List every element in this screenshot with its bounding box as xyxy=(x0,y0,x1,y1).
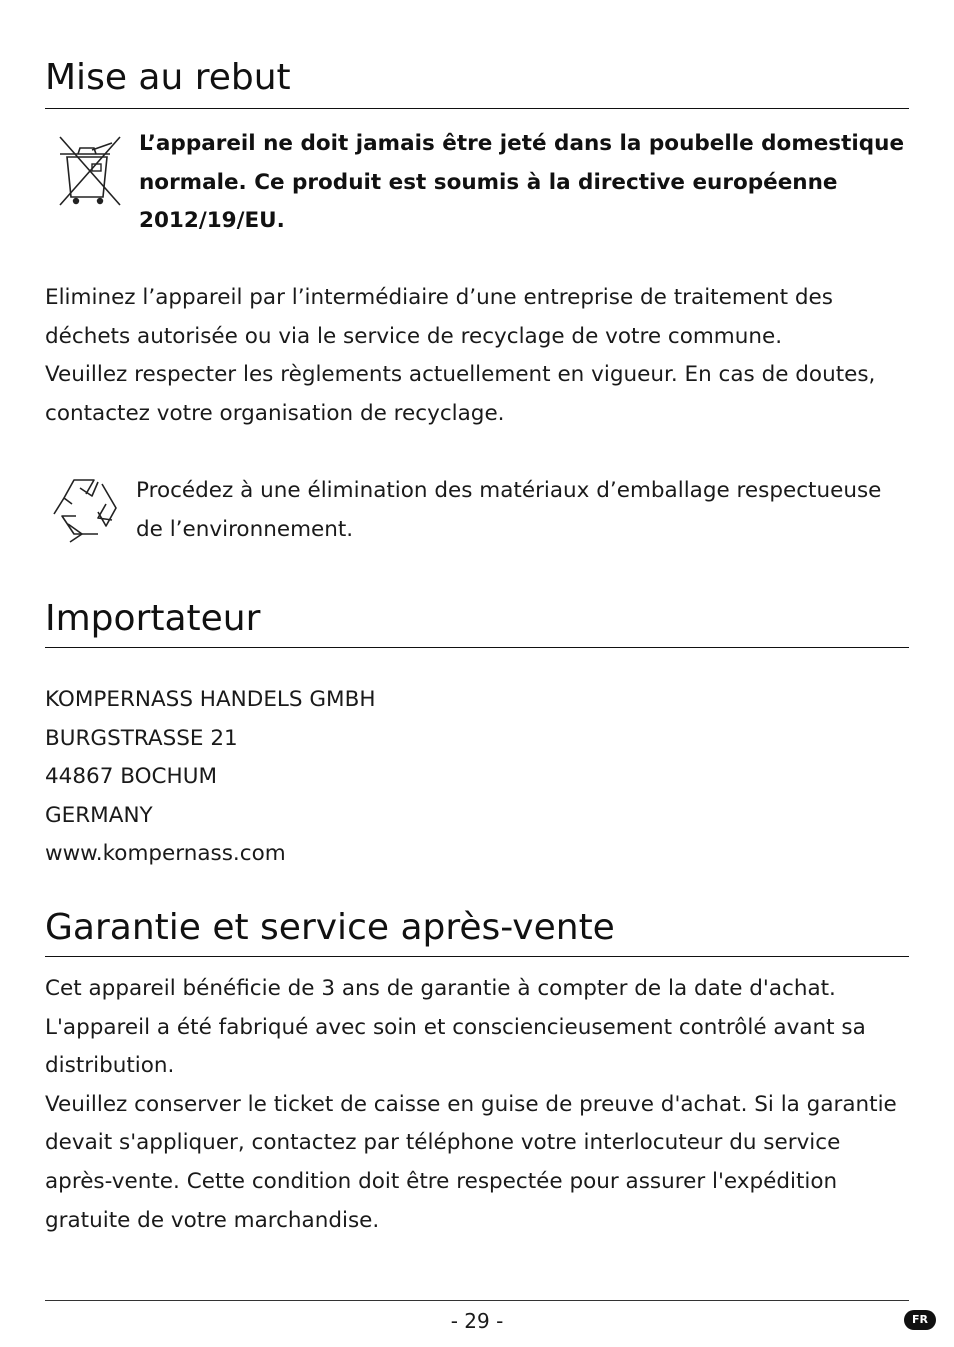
disposal-paragraph xyxy=(45,279,875,433)
weee-notice xyxy=(139,125,904,241)
address-line: 44867 BOCHUM xyxy=(45,764,217,790)
paragraph-line: Eliminez l’appareil par l’intermédiaire d’une entreprise de traitement des xyxy=(45,285,833,310)
heading-disposal: Mise au rebut xyxy=(45,57,291,98)
address-line: www.kompernass.com xyxy=(45,841,286,867)
crossed-bin-icon xyxy=(52,133,128,211)
paragraph-line: Procédez à une élimination des matériaux d’emballage respectueuse xyxy=(136,478,882,503)
paragraph-line: Veuillez respecter les règlements actuellement en vigueur. En cas de doutes, xyxy=(45,362,876,388)
address-line: GERMANY xyxy=(45,802,153,828)
paragraph-line: après-vente. Cette condition doit être respectée pour assurer l'expédition xyxy=(45,1168,838,1194)
paragraph-line: contactez votre organisation de recyclage. xyxy=(45,400,505,426)
weee-notice-line: normale. Ce produit est soumis à la directive européenne xyxy=(139,169,838,195)
weee-notice-line: L’appareil ne doit jamais être jeté dans la poubelle domestique xyxy=(139,131,905,156)
heading-rule xyxy=(45,647,909,648)
address-line: KOMPERNASS HANDELS GMBH xyxy=(45,687,376,712)
paragraph-line: L'appareil a été fabriqué avec soin et consciencieusement contrôlé avant sa xyxy=(45,1014,866,1040)
language-badge: FR xyxy=(904,1310,936,1330)
importer-address xyxy=(45,681,376,874)
heading-warranty: Garantie et service après-vente xyxy=(45,907,615,948)
heading-rule xyxy=(45,108,909,109)
warranty-paragraph xyxy=(45,970,897,1240)
footer-rule xyxy=(45,1300,909,1301)
heading-rule xyxy=(45,956,909,957)
paragraph-line: gratuite de votre marchandise. xyxy=(45,1207,380,1233)
address-line: BURGSTRASSE 21 xyxy=(45,725,238,751)
heading-importer: Importateur xyxy=(45,598,261,639)
packaging-notice xyxy=(136,472,881,549)
paragraph-line: déchets autorisée ou via le service de recyclage de votre commune. xyxy=(45,323,783,349)
recycling-icon xyxy=(46,474,124,548)
paragraph-line: Cet appareil bénéficie de 3 ans de garantie à compter de la date d'achat. xyxy=(45,976,836,1001)
page-number: - 29 - xyxy=(450,1309,504,1333)
paragraph-line: Veuillez conserver le ticket de caisse en guise de preuve d'achat. Si la garantie xyxy=(45,1091,897,1117)
paragraph-line: distribution. xyxy=(45,1053,175,1079)
paragraph-line: de l’environnement. xyxy=(136,516,354,542)
weee-notice-line: 2012/19/EU. xyxy=(139,208,285,234)
paragraph-line: devait s'appliquer, contactez par téléphone votre interlocuteur du service xyxy=(45,1130,841,1156)
